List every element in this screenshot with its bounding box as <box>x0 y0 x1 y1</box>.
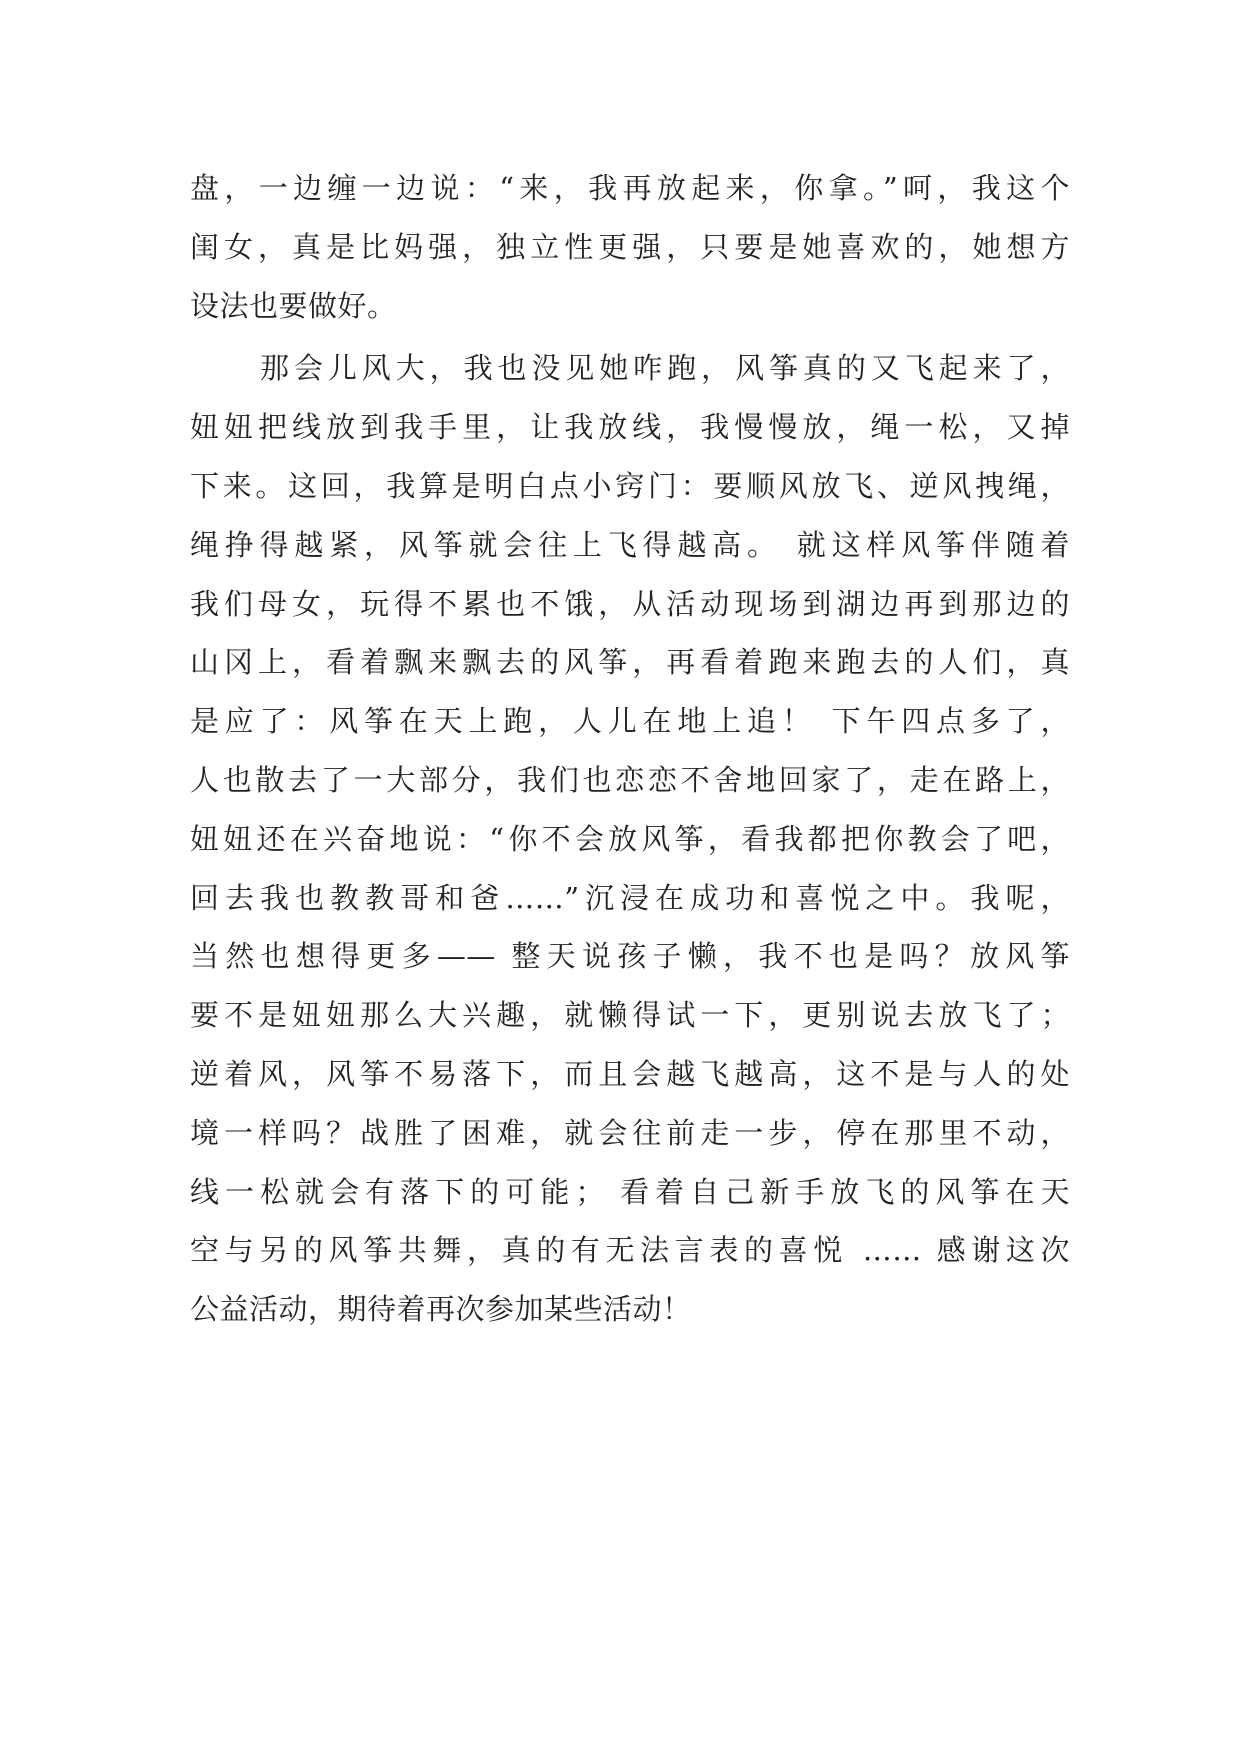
text-line: 回去我也教教哥和爸……”沉浸在成功和喜悦之中。我呢， <box>190 880 1070 915</box>
text-line: 我们母女，玩得不累也不饿，从活动现场到湖边再到那边的 <box>190 586 1070 621</box>
text-line: 线一松就会有落下的可能； 看着自己新手放飞的风筝在天 <box>190 1174 1070 1209</box>
text-line: 那会儿风大，我也没见她咋跑，风筝真的又飞起来了， <box>260 351 1070 386</box>
text-line: 境一样吗？战胜了困难，就会往前走一步，停在那里不动， <box>190 1115 1070 1150</box>
text-line: 逆着风，风筝不易落下，而且会越飞越高，这不是与人的处 <box>190 1056 1070 1091</box>
text-line: 是应了：风筝在天上跑，人儿在地上追！ 下午四点多了， <box>190 704 1070 739</box>
text-line: 设法也要做好。 <box>190 288 397 323</box>
text-line: 下来。这回，我算是明白点小窍门：要顺风放飞、逆风拽绳， <box>190 468 1070 503</box>
text-line: 空与另的风筝共舞，真的有无法言表的喜悦 …… 感谢这次 <box>190 1233 1070 1268</box>
paragraph <box>190 339 1070 1339</box>
text-line: 盘，一边缠一边说：“来，我再放起来，你拿。”呵，我这个 <box>190 171 1070 205</box>
text-line: 公益活动，期待着再次参加某些活动！ <box>190 1292 692 1327</box>
text-line: 当然也想得更多—— 整天说孩子懒，我不也是吗？放风筝 <box>190 939 1070 974</box>
text-line: 妞妞把线放到我手里，让我放线，我慢慢放，绳一松，又掉 <box>190 410 1070 445</box>
text-line: 闺女，真是比妈强，独立性更强，只要是她喜欢的，她想方 <box>190 229 1070 264</box>
text-line: 要不是妞妞那么大兴趣，就懒得试一下，更别说去放飞了； <box>190 998 1070 1033</box>
paragraph <box>190 159 1070 335</box>
text-line: 人也散去了一大部分，我们也恋恋不舍地回家了，走在路上， <box>190 762 1070 797</box>
text-line: 妞妞还在兴奋地说：“你不会放风筝，看我都把你教会了吧， <box>190 821 1070 856</box>
body-text <box>190 159 1070 1339</box>
text-line: 山冈上，看着飘来飘去的风筝，再看着跑来跑去的人们，真 <box>190 645 1070 680</box>
text-line: 绳挣得越紧，风筝就会往上飞得越高。 就这样风筝伴随着 <box>190 527 1070 562</box>
